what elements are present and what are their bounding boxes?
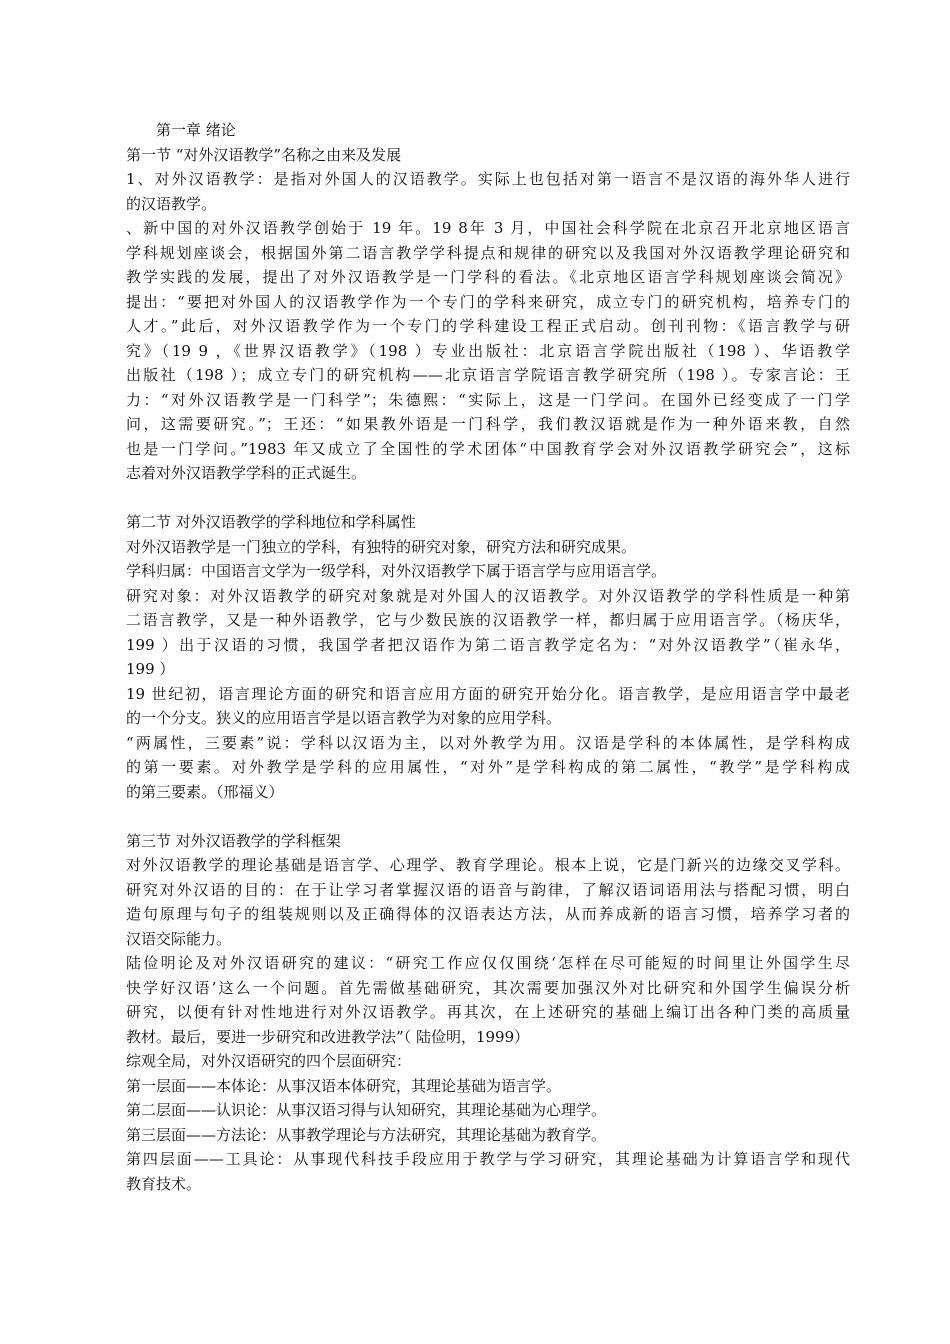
chapter-title: 第一章 绪论 xyxy=(156,121,236,139)
section-3-title: 第三节 对外汉语教学的学科框架 xyxy=(126,831,341,850)
section-2-line: 199 ） xyxy=(126,660,175,678)
section-3-line: 研究对外汉语的目的：在于让学习者掌握汉语的语音与韵律，了解汉语词语用法与搭配习惯，明白 xyxy=(126,880,850,899)
section-2-line: 研究对象：对外汉语教学的研究对象就是对外国人的汉语教学。对外汉语教学的学科性质是一种第 xyxy=(126,586,850,605)
section-2-line: 对外汉语教学是一门独立的学科，有独特的研究对象，研究方法和研究成果。 xyxy=(126,537,637,556)
section-2-line: “两属性，三要素”说：学科以汉语为主，以对外教学为用。汉语是学科的本体属性，是学科构成 xyxy=(126,733,850,752)
section-3-line: 教育技术。 xyxy=(126,1174,202,1193)
section-1-line: 教学实践的发展，提出了对外汉语教学是一门学科的看法。《北京地区语言学科规划座谈会简况》 xyxy=(126,268,850,286)
section-2-line: 19 世纪初，语言理论方面的研究和语言应用方面的研究开始分化。语言教学，是应用语言学中最老 xyxy=(126,684,850,703)
section-1-line: 问，这需要研究。”；王还：“如果教外语是一门科学，我们教汉语就是作为一种外语来教，自然 xyxy=(126,415,850,433)
section-1-line: 究》（19 9 ，《世界汉语教学》（198 ）专业出版社：北京语言学院出版社（198 ）、华语教学 xyxy=(126,341,850,360)
section-2-line: 的第一要素。对外教学是学科的应用属性，“对外”是学科构成的第二属性，“教学”是学科构成 xyxy=(126,758,850,776)
blank-line xyxy=(126,486,850,511)
section-3-line: 第四层面——工具论：从事现代科技手段应用于教学与学习研究，其理论基础为计算语言学和现代 xyxy=(126,1150,850,1168)
blank-line xyxy=(126,804,850,829)
section-3-line: 汉语交际能力。 xyxy=(126,929,232,948)
section-1-line: 的汉语教学。 xyxy=(126,194,217,213)
section-3-line: 第三层面——方法论：从事教学理论与方法研究，其理论基础为教育学。 xyxy=(126,1125,607,1144)
section-1-line: 学科规划座谈会，根据国外第二语言教学学科提点和规律的研究以及我国对外汉语教学理论研究和 xyxy=(126,243,850,262)
section-3-line: 对外汉语教学的理论基础是语言学、心理学、教育学理论。根本上说，它是门新兴的边缘交叉学科。 xyxy=(126,856,850,874)
section-1-title: 第一节 “对外汉语教学”名称之由来及发展 xyxy=(126,145,402,164)
section-1-line: 力：“对外汉语教学是一门科学”；朱德熙：“实际上，这是一门学问。在国外已经变成了一门学 xyxy=(126,390,850,409)
section-1-line: 1、对外汉语教学：是指对外国人的汉语教学。实际上也包括对第一语言不是汉语的海外华人进行 xyxy=(126,170,850,188)
section-3-line: 第二层面——认识论：从事汉语习得与认知研究，其理论基础为心理学。 xyxy=(126,1101,607,1119)
section-3-line: 综观全局，对外汉语研究的四个层面研究： xyxy=(126,1052,412,1070)
section-3-line: 陆俭明论及对外汉语研究的建议：“研究工作应仅仅围绕‘怎样在尽可能短的时间里让外国学生尽 xyxy=(126,954,850,972)
section-1-line: 志着对外汉语教学学科的正式诞生。 xyxy=(126,464,367,482)
section-3-line: 第一层面——本体论：从事汉语本体研究，其理论基础为语言学。 xyxy=(126,1076,562,1095)
section-3-line: 教材。最后，要进一步研究和改进教学法”（ 陆俭明，1999） xyxy=(126,1027,530,1046)
section-2-title: 第二节 对外汉语教学的学科地位和学科属性 xyxy=(126,513,416,531)
section-3-line: 造句原理与句子的组装规则以及正确得体的汉语表达方法，从而养成新的语言习惯，培养学习者的 xyxy=(126,905,850,923)
document-page xyxy=(126,118,850,1196)
section-2-line: 的第三要素。（邢福义） xyxy=(126,782,284,801)
section-2-line: 二语言教学，又是一种外语教学，它与少数民族的汉语教学一样，都归属于应用语言学。（杨庆华， xyxy=(126,611,850,629)
section-2-line: 199 ）出于汉语的习惯，我国学者把汉语作为第二语言教学定名为：“对外汉语教学”（崔永华， xyxy=(126,635,850,654)
section-1-line: 出版社（198 ）；成立专门的研究机构——北京语言学院语言教学研究所（198 ）。专家言论：王 xyxy=(126,366,850,384)
section-2-line: 的一个分支。狭义的应用语言学是以语言教学为对象的应用学科。 xyxy=(126,709,562,727)
section-2-line: 学科归属：中国语言文学为一级学科，对外汉语教学下属于语言学与应用语言学。 xyxy=(126,562,667,580)
section-1-line: 也是一门学问。”1983 年又成立了全国性的学术团体“中国教育学会对外汉语教学研究会”，这标 xyxy=(126,439,850,458)
section-3-line: 快学好汉语’这么一个问题。首先需做基础研究，其次需要加强汉外对比研究和外国学生偏误分析 xyxy=(126,978,850,997)
section-1-line: 人才。”此后，对外汉语教学作为一个专门的学科建设工程正式启动。创刊刊物：《语言教学与研 xyxy=(126,317,850,335)
section-1-line: 、新中国的对外汉语教学创始于 19 年。19 8年 3 月，中国社会科学院在北京召开北京地区语言 xyxy=(126,219,850,237)
section-3-line: 研究，以便有针对性地进行对外汉语教学。再其次，在上述研究的基础上编订出各种门类的高质量 xyxy=(126,1003,850,1021)
section-1-line: 提出：“要把对外国人的汉语教学作为一个专门的学科来研究，成立专门的研究机构，培养专门的 xyxy=(126,292,850,311)
